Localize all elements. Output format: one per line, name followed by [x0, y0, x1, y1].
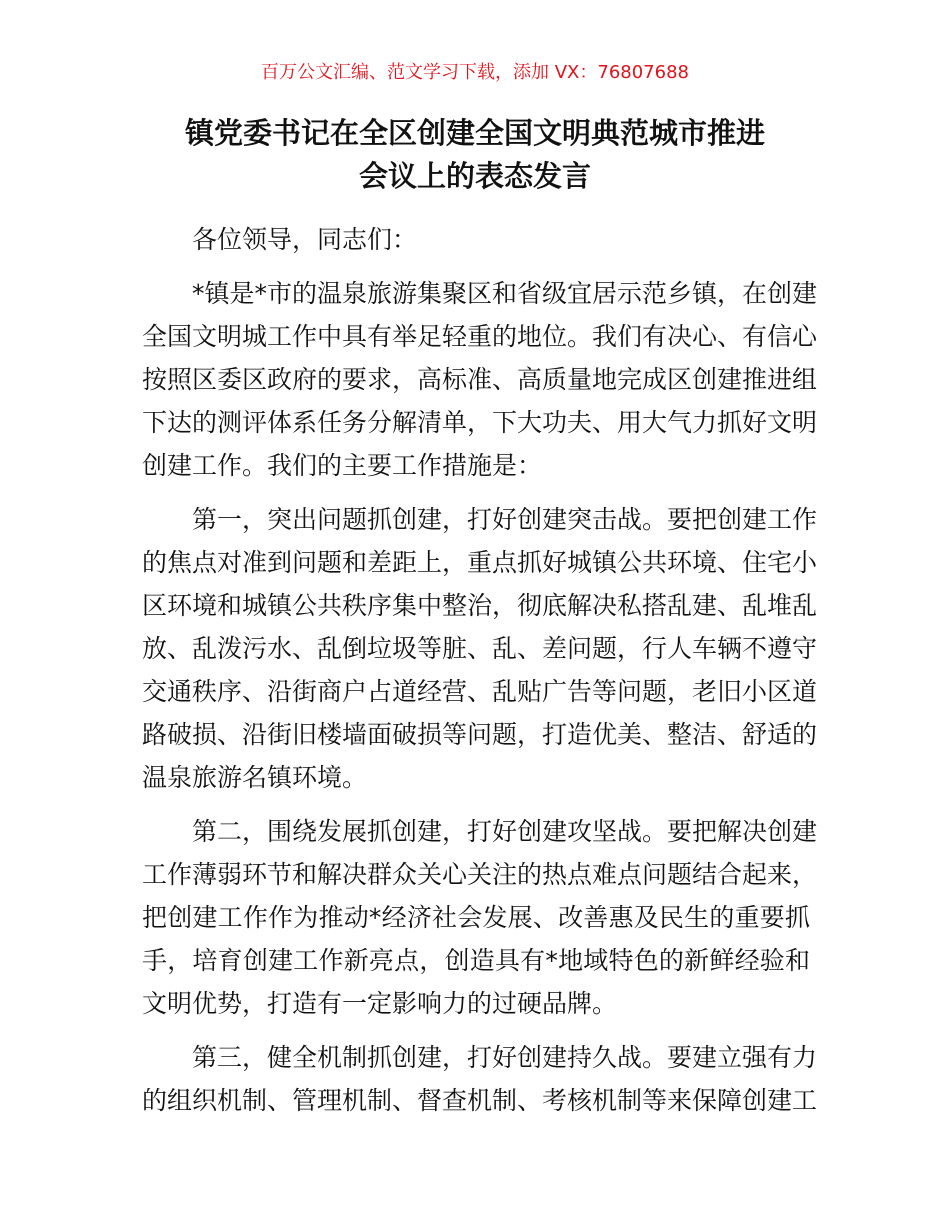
document-title [0, 112, 950, 198]
text-line: 第三，健全机制抓创建，打好创建持久战。要建立强有力 [192, 1043, 818, 1072]
paragraph [142, 1036, 818, 1122]
text-line: 的焦点对准到问题和差距上，重点抓好城镇公共环境、住宅小 [142, 548, 818, 577]
text-line: 手，培育创建工作新亮点，创造具有*地域特色的新鲜经验和 [142, 946, 810, 975]
title-line: 会议上的表态发言 [358, 159, 591, 193]
text-line: 第二，围绕发展抓创建，打好创建攻坚战。要把解决创建 [192, 817, 818, 846]
text-line: 按照区委区政府的要求，高标准、高质量地完成区创建推进组 [142, 365, 818, 394]
text-line: 第一，突出问题抓创建，打好创建突击战。要把创建工作 [192, 505, 818, 534]
text-line: 区环境和城镇公共秩序集中整治，彻底解决私搭乱建、乱堆乱 [142, 591, 818, 620]
text-line: 下达的测评体系任务分解清单，下大功夫、用大气力抓好文明 [142, 408, 818, 437]
text-line: 路破损、沿街旧楼墙面破损等问题，打造优美、整洁、舒适的 [142, 720, 818, 749]
paragraph [142, 810, 818, 1025]
text-line: 温泉旅游名镇环境。 [142, 763, 368, 792]
text-line: 工作薄弱环节和解决群众关心关注的热点难点问题结合起来， [142, 860, 818, 889]
text-line: *镇是*市的温泉旅游集聚区和省级宜居示范乡镇，在创建 [192, 279, 818, 308]
watermark-banner: 百万公文汇编、范文学习下载，添加 VX：76807688 [261, 62, 689, 83]
text-line: 各位领导，同志们： [192, 225, 418, 254]
paragraph [142, 218, 810, 261]
text-line: 的组织机制、管理机制、督查机制、考核机制等来保障创建工 [142, 1086, 818, 1115]
paragraph [142, 498, 818, 799]
text-line: 文明优势，打造有一定影响力的过硬品牌。 [142, 989, 618, 1018]
text-line: 全国文明城工作中具有举足轻重的地位。我们有决心、有信心 [142, 322, 818, 351]
text-line: 创建工作。我们的主要工作措施是： [142, 451, 543, 480]
text-line: 把创建工作作为推动*经济社会发展、改善惠及民生的重要抓 [142, 903, 810, 932]
text-line: 交通秩序、沿街商户占道经营、乱贴广告等问题，老旧小区道 [142, 677, 818, 706]
title-line: 镇党委书记在全区创建全国文明典范城市推进 [184, 116, 765, 150]
text-line: 放、乱泼污水、乱倒垃圾等脏、乱、差问题，行人车辆不遵守 [142, 634, 818, 663]
paragraph [142, 272, 818, 487]
document-body [142, 218, 818, 1133]
